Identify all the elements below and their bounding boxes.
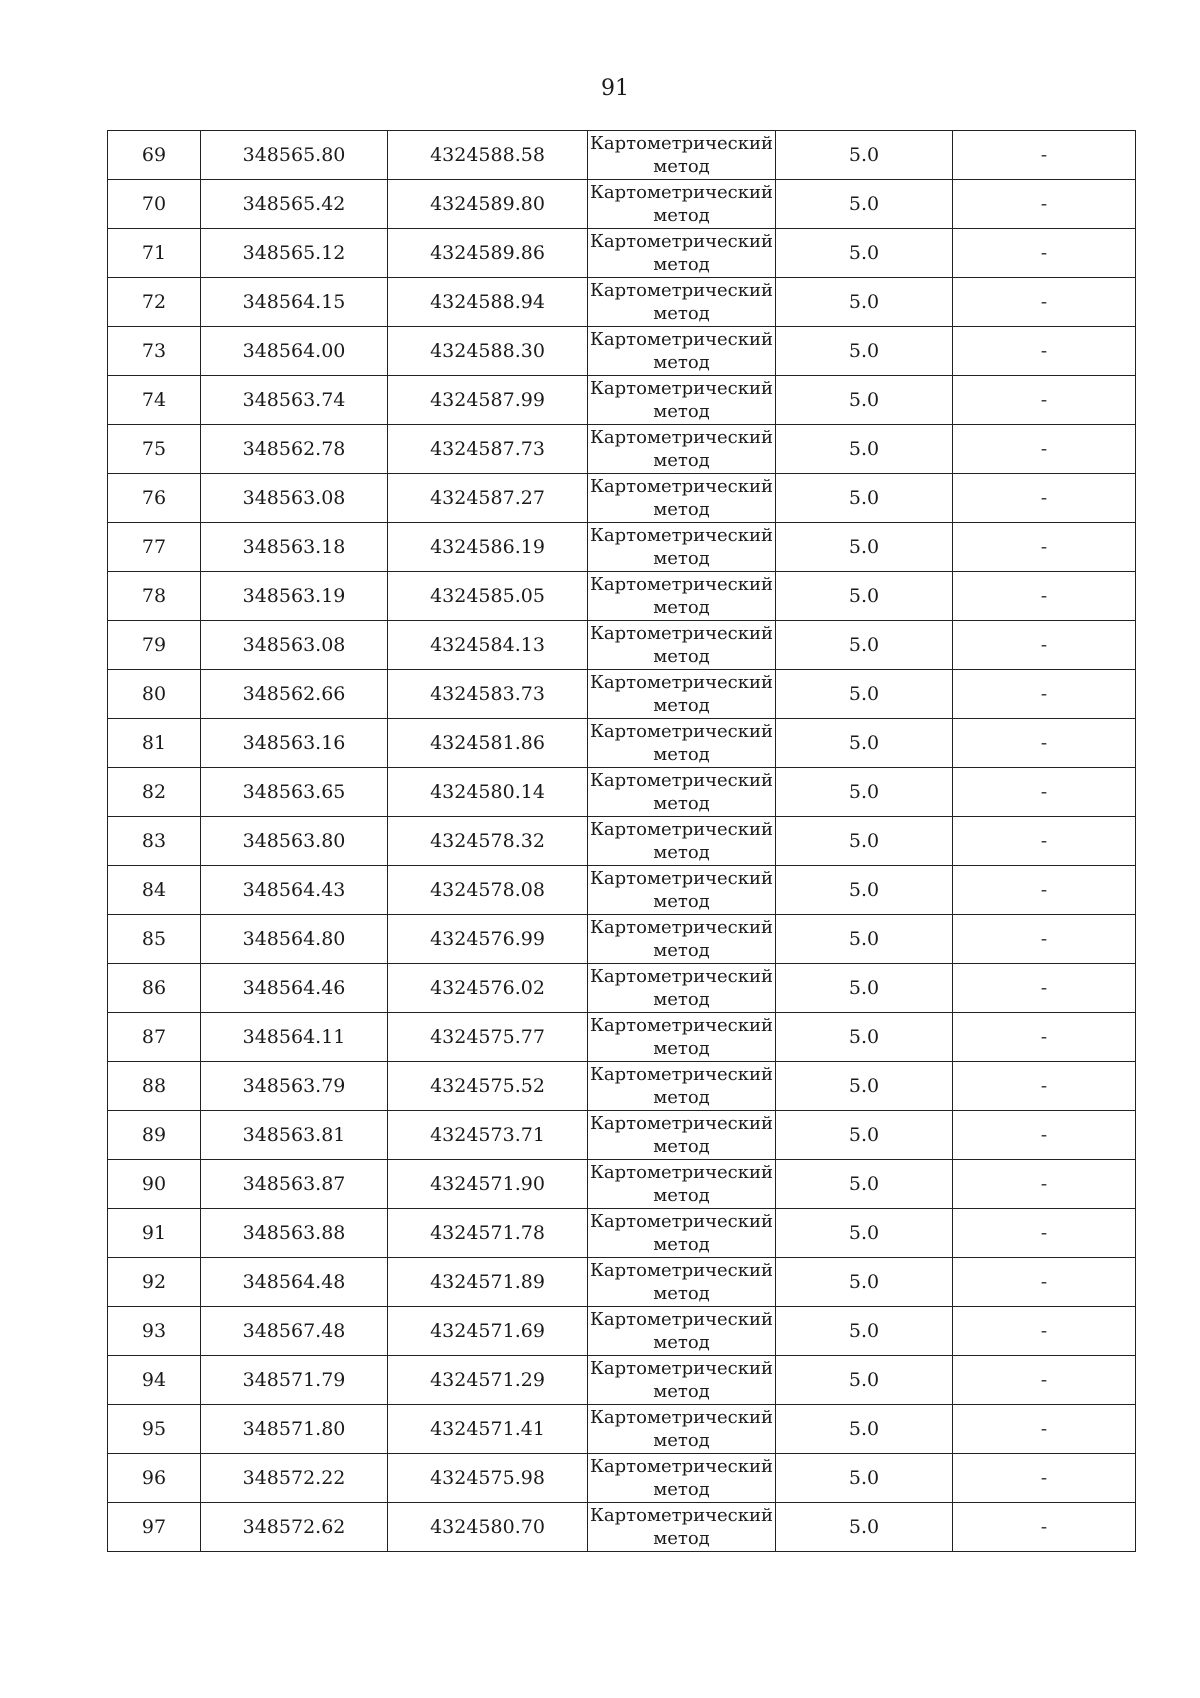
point-number-cell: 73 bbox=[108, 327, 201, 376]
method-line-1: Картометрический bbox=[590, 280, 773, 301]
point-number-cell: 86 bbox=[108, 964, 201, 1013]
method-line-1: Картометрический bbox=[590, 182, 773, 203]
table-row bbox=[108, 1307, 1136, 1356]
y-coordinate-cell: 4324571.89 bbox=[388, 1258, 588, 1307]
method-line-1: Картометрический bbox=[590, 1162, 773, 1183]
note-cell: - bbox=[953, 1111, 1136, 1160]
method-line-1: Картометрический bbox=[590, 1064, 773, 1085]
x-coordinate-cell: 348572.22 bbox=[201, 1454, 388, 1503]
method-line-2: метод bbox=[653, 156, 710, 177]
method-line-1: Картометрический bbox=[590, 133, 773, 154]
note-cell: - bbox=[953, 131, 1136, 180]
y-coordinate-cell: 4324588.30 bbox=[388, 327, 588, 376]
x-coordinate-cell: 348563.80 bbox=[201, 817, 388, 866]
x-coordinate-cell: 348564.48 bbox=[201, 1258, 388, 1307]
method-line-1: Картометрический bbox=[590, 574, 773, 595]
method-line-1: Картометрический bbox=[590, 1015, 773, 1036]
accuracy-cell: 5.0 bbox=[776, 817, 953, 866]
point-number-cell: 75 bbox=[108, 425, 201, 474]
method-line-2: метод bbox=[653, 1234, 710, 1255]
table-row bbox=[108, 621, 1136, 670]
point-number-cell: 77 bbox=[108, 523, 201, 572]
x-coordinate-cell: 348563.74 bbox=[201, 376, 388, 425]
point-number-cell: 85 bbox=[108, 915, 201, 964]
table-row bbox=[108, 474, 1136, 523]
y-coordinate-cell: 4324575.98 bbox=[388, 1454, 588, 1503]
method-line-2: метод bbox=[653, 744, 710, 765]
x-coordinate-cell: 348563.19 bbox=[201, 572, 388, 621]
accuracy-cell: 5.0 bbox=[776, 180, 953, 229]
x-coordinate-cell: 348571.80 bbox=[201, 1405, 388, 1454]
table-row bbox=[108, 131, 1136, 180]
method-cell bbox=[588, 817, 776, 866]
accuracy-cell: 5.0 bbox=[776, 670, 953, 719]
accuracy-cell: 5.0 bbox=[776, 719, 953, 768]
method-line-2: метод bbox=[653, 597, 710, 618]
table-row bbox=[108, 376, 1136, 425]
method-cell bbox=[588, 719, 776, 768]
method-line-2: метод bbox=[653, 303, 710, 324]
accuracy-cell: 5.0 bbox=[776, 523, 953, 572]
method-line-1: Картометрический bbox=[590, 378, 773, 399]
point-number-cell: 93 bbox=[108, 1307, 201, 1356]
method-line-1: Картометрический bbox=[590, 329, 773, 350]
y-coordinate-cell: 4324575.52 bbox=[388, 1062, 588, 1111]
x-coordinate-cell: 348565.80 bbox=[201, 131, 388, 180]
y-coordinate-cell: 4324586.19 bbox=[388, 523, 588, 572]
x-coordinate-cell: 348565.42 bbox=[201, 180, 388, 229]
table-row bbox=[108, 1013, 1136, 1062]
method-cell bbox=[588, 1307, 776, 1356]
method-cell bbox=[588, 523, 776, 572]
x-coordinate-cell: 348563.18 bbox=[201, 523, 388, 572]
accuracy-cell: 5.0 bbox=[776, 1013, 953, 1062]
accuracy-cell: 5.0 bbox=[776, 964, 953, 1013]
table-row bbox=[108, 964, 1136, 1013]
note-cell: - bbox=[953, 768, 1136, 817]
method-line-2: метод bbox=[653, 1528, 710, 1549]
table-row bbox=[108, 1258, 1136, 1307]
y-coordinate-cell: 4324580.70 bbox=[388, 1503, 588, 1552]
accuracy-cell: 5.0 bbox=[776, 1503, 953, 1552]
note-cell: - bbox=[953, 572, 1136, 621]
y-coordinate-cell: 4324576.02 bbox=[388, 964, 588, 1013]
x-coordinate-cell: 348564.80 bbox=[201, 915, 388, 964]
method-line-1: Картометрический bbox=[590, 476, 773, 497]
x-coordinate-cell: 348572.62 bbox=[201, 1503, 388, 1552]
note-cell: - bbox=[953, 670, 1136, 719]
x-coordinate-cell: 348563.87 bbox=[201, 1160, 388, 1209]
table-row bbox=[108, 1209, 1136, 1258]
accuracy-cell: 5.0 bbox=[776, 1209, 953, 1258]
method-cell bbox=[588, 670, 776, 719]
note-cell: - bbox=[953, 1209, 1136, 1258]
x-coordinate-cell: 348563.65 bbox=[201, 768, 388, 817]
table-row bbox=[108, 768, 1136, 817]
table-row bbox=[108, 278, 1136, 327]
page-number: 91 bbox=[601, 76, 629, 101]
table-row bbox=[108, 327, 1136, 376]
table-row bbox=[108, 1454, 1136, 1503]
point-number-cell: 95 bbox=[108, 1405, 201, 1454]
method-cell bbox=[588, 1062, 776, 1111]
accuracy-cell: 5.0 bbox=[776, 1258, 953, 1307]
note-cell: - bbox=[953, 523, 1136, 572]
method-cell bbox=[588, 425, 776, 474]
method-line-1: Картометрический bbox=[590, 1407, 773, 1428]
method-line-2: метод bbox=[653, 1038, 710, 1059]
point-number-cell: 78 bbox=[108, 572, 201, 621]
table-row bbox=[108, 523, 1136, 572]
y-coordinate-cell: 4324575.77 bbox=[388, 1013, 588, 1062]
accuracy-cell: 5.0 bbox=[776, 131, 953, 180]
point-number-cell: 72 bbox=[108, 278, 201, 327]
table-row bbox=[108, 229, 1136, 278]
point-number-cell: 71 bbox=[108, 229, 201, 278]
point-number-cell: 94 bbox=[108, 1356, 201, 1405]
method-cell bbox=[588, 278, 776, 327]
method-cell bbox=[588, 1111, 776, 1160]
method-line-2: метод bbox=[653, 646, 710, 667]
y-coordinate-cell: 4324585.05 bbox=[388, 572, 588, 621]
accuracy-cell: 5.0 bbox=[776, 474, 953, 523]
y-coordinate-cell: 4324573.71 bbox=[388, 1111, 588, 1160]
y-coordinate-cell: 4324587.99 bbox=[388, 376, 588, 425]
note-cell: - bbox=[953, 866, 1136, 915]
accuracy-cell: 5.0 bbox=[776, 1356, 953, 1405]
accuracy-cell: 5.0 bbox=[776, 572, 953, 621]
accuracy-cell: 5.0 bbox=[776, 1111, 953, 1160]
method-cell bbox=[588, 621, 776, 670]
method-line-1: Картометрический bbox=[590, 623, 773, 644]
note-cell: - bbox=[953, 1405, 1136, 1454]
y-coordinate-cell: 4324584.13 bbox=[388, 621, 588, 670]
note-cell: - bbox=[953, 376, 1136, 425]
note-cell: - bbox=[953, 425, 1136, 474]
y-coordinate-cell: 4324571.78 bbox=[388, 1209, 588, 1258]
accuracy-cell: 5.0 bbox=[776, 866, 953, 915]
method-line-2: метод bbox=[653, 842, 710, 863]
method-cell bbox=[588, 964, 776, 1013]
method-line-1: Картометрический bbox=[590, 868, 773, 889]
y-coordinate-cell: 4324576.99 bbox=[388, 915, 588, 964]
method-line-2: метод bbox=[653, 450, 710, 471]
method-cell bbox=[588, 1160, 776, 1209]
point-number-cell: 69 bbox=[108, 131, 201, 180]
method-cell bbox=[588, 1356, 776, 1405]
point-number-cell: 96 bbox=[108, 1454, 201, 1503]
method-cell bbox=[588, 1013, 776, 1062]
method-line-2: метод bbox=[653, 401, 710, 422]
method-line-1: Картометрический bbox=[590, 1358, 773, 1379]
note-cell: - bbox=[953, 1356, 1136, 1405]
y-coordinate-cell: 4324571.29 bbox=[388, 1356, 588, 1405]
method-line-2: метод bbox=[653, 499, 710, 520]
method-line-1: Картометрический bbox=[590, 770, 773, 791]
accuracy-cell: 5.0 bbox=[776, 621, 953, 670]
method-line-1: Картометрический bbox=[590, 966, 773, 987]
point-number-cell: 82 bbox=[108, 768, 201, 817]
note-cell: - bbox=[953, 474, 1136, 523]
point-number-cell: 76 bbox=[108, 474, 201, 523]
note-cell: - bbox=[953, 1258, 1136, 1307]
y-coordinate-cell: 4324578.08 bbox=[388, 866, 588, 915]
table-row bbox=[108, 425, 1136, 474]
method-cell bbox=[588, 572, 776, 621]
x-coordinate-cell: 348564.00 bbox=[201, 327, 388, 376]
point-number-cell: 74 bbox=[108, 376, 201, 425]
method-line-1: Картометрический bbox=[590, 525, 773, 546]
method-line-2: метод bbox=[653, 989, 710, 1010]
point-number-cell: 97 bbox=[108, 1503, 201, 1552]
method-line-1: Картометрический bbox=[590, 819, 773, 840]
note-cell: - bbox=[953, 719, 1136, 768]
x-coordinate-cell: 348563.79 bbox=[201, 1062, 388, 1111]
note-cell: - bbox=[953, 817, 1136, 866]
x-coordinate-cell: 348562.66 bbox=[201, 670, 388, 719]
y-coordinate-cell: 4324578.32 bbox=[388, 817, 588, 866]
method-line-2: метод bbox=[653, 1185, 710, 1206]
note-cell: - bbox=[953, 1454, 1136, 1503]
note-cell: - bbox=[953, 180, 1136, 229]
y-coordinate-cell: 4324587.73 bbox=[388, 425, 588, 474]
table-row bbox=[108, 572, 1136, 621]
coordinates-table bbox=[107, 130, 1136, 1552]
method-line-2: метод bbox=[653, 548, 710, 569]
method-line-1: Картометрический bbox=[590, 1211, 773, 1232]
y-coordinate-cell: 4324589.86 bbox=[388, 229, 588, 278]
accuracy-cell: 5.0 bbox=[776, 327, 953, 376]
method-line-1: Картометрический bbox=[590, 427, 773, 448]
accuracy-cell: 5.0 bbox=[776, 915, 953, 964]
method-line-2: метод bbox=[653, 793, 710, 814]
note-cell: - bbox=[953, 1160, 1136, 1209]
point-number-cell: 91 bbox=[108, 1209, 201, 1258]
accuracy-cell: 5.0 bbox=[776, 1062, 953, 1111]
method-cell bbox=[588, 1209, 776, 1258]
x-coordinate-cell: 348563.16 bbox=[201, 719, 388, 768]
method-cell bbox=[588, 768, 776, 817]
method-line-1: Картометрический bbox=[590, 1260, 773, 1281]
method-line-2: метод bbox=[653, 254, 710, 275]
method-cell bbox=[588, 180, 776, 229]
x-coordinate-cell: 348564.15 bbox=[201, 278, 388, 327]
method-line-2: метод bbox=[653, 1332, 710, 1353]
point-number-cell: 70 bbox=[108, 180, 201, 229]
table-row bbox=[108, 1503, 1136, 1552]
method-line-2: метод bbox=[653, 1430, 710, 1451]
accuracy-cell: 5.0 bbox=[776, 1307, 953, 1356]
x-coordinate-cell: 348563.08 bbox=[201, 621, 388, 670]
table-row bbox=[108, 180, 1136, 229]
point-number-cell: 79 bbox=[108, 621, 201, 670]
method-cell bbox=[588, 327, 776, 376]
method-line-2: метод bbox=[653, 891, 710, 912]
x-coordinate-cell: 348562.78 bbox=[201, 425, 388, 474]
note-cell: - bbox=[953, 327, 1136, 376]
y-coordinate-cell: 4324589.80 bbox=[388, 180, 588, 229]
table-row bbox=[108, 1405, 1136, 1454]
y-coordinate-cell: 4324583.73 bbox=[388, 670, 588, 719]
method-line-2: метод bbox=[653, 1283, 710, 1304]
accuracy-cell: 5.0 bbox=[776, 278, 953, 327]
point-number-cell: 89 bbox=[108, 1111, 201, 1160]
accuracy-cell: 5.0 bbox=[776, 1454, 953, 1503]
note-cell: - bbox=[953, 621, 1136, 670]
table-row bbox=[108, 670, 1136, 719]
method-line-1: Картометрический bbox=[590, 721, 773, 742]
y-coordinate-cell: 4324571.41 bbox=[388, 1405, 588, 1454]
method-cell bbox=[588, 376, 776, 425]
method-line-1: Картометрический bbox=[590, 1456, 773, 1477]
table-row bbox=[108, 817, 1136, 866]
accuracy-cell: 5.0 bbox=[776, 229, 953, 278]
method-line-1: Картометрический bbox=[590, 1113, 773, 1134]
point-number-cell: 92 bbox=[108, 1258, 201, 1307]
point-number-cell: 80 bbox=[108, 670, 201, 719]
point-number-cell: 90 bbox=[108, 1160, 201, 1209]
y-coordinate-cell: 4324571.69 bbox=[388, 1307, 588, 1356]
note-cell: - bbox=[953, 229, 1136, 278]
method-line-2: метод bbox=[653, 695, 710, 716]
point-number-cell: 84 bbox=[108, 866, 201, 915]
x-coordinate-cell: 348564.11 bbox=[201, 1013, 388, 1062]
coordinates-table-body bbox=[108, 131, 1136, 1552]
note-cell: - bbox=[953, 278, 1136, 327]
accuracy-cell: 5.0 bbox=[776, 768, 953, 817]
accuracy-cell: 5.0 bbox=[776, 425, 953, 474]
point-number-cell: 81 bbox=[108, 719, 201, 768]
note-cell: - bbox=[953, 1062, 1136, 1111]
method-cell bbox=[588, 474, 776, 523]
method-line-1: Картометрический bbox=[590, 231, 773, 252]
x-coordinate-cell: 348571.79 bbox=[201, 1356, 388, 1405]
point-number-cell: 88 bbox=[108, 1062, 201, 1111]
method-line-2: метод bbox=[653, 1381, 710, 1402]
table-row bbox=[108, 1062, 1136, 1111]
y-coordinate-cell: 4324588.94 bbox=[388, 278, 588, 327]
y-coordinate-cell: 4324587.27 bbox=[388, 474, 588, 523]
note-cell: - bbox=[953, 915, 1136, 964]
x-coordinate-cell: 348567.48 bbox=[201, 1307, 388, 1356]
accuracy-cell: 5.0 bbox=[776, 376, 953, 425]
point-number-cell: 83 bbox=[108, 817, 201, 866]
x-coordinate-cell: 348564.43 bbox=[201, 866, 388, 915]
method-line-1: Картометрический bbox=[590, 1309, 773, 1330]
x-coordinate-cell: 348563.88 bbox=[201, 1209, 388, 1258]
accuracy-cell: 5.0 bbox=[776, 1405, 953, 1454]
point-number-cell: 87 bbox=[108, 1013, 201, 1062]
method-line-2: метод bbox=[653, 1479, 710, 1500]
method-line-2: метод bbox=[653, 1087, 710, 1108]
y-coordinate-cell: 4324588.58 bbox=[388, 131, 588, 180]
table-row bbox=[108, 915, 1136, 964]
method-cell bbox=[588, 866, 776, 915]
method-cell bbox=[588, 229, 776, 278]
method-cell bbox=[588, 1454, 776, 1503]
table-row bbox=[108, 866, 1136, 915]
method-line-2: метод bbox=[653, 940, 710, 961]
method-line-1: Картометрический bbox=[590, 1505, 773, 1526]
table-row bbox=[108, 1160, 1136, 1209]
method-cell bbox=[588, 1503, 776, 1552]
method-cell bbox=[588, 1258, 776, 1307]
method-cell bbox=[588, 915, 776, 964]
method-line-1: Картометрический bbox=[590, 917, 773, 938]
accuracy-cell: 5.0 bbox=[776, 1160, 953, 1209]
note-cell: - bbox=[953, 1307, 1136, 1356]
x-coordinate-cell: 348563.81 bbox=[201, 1111, 388, 1160]
y-coordinate-cell: 4324581.86 bbox=[388, 719, 588, 768]
table-row bbox=[108, 1111, 1136, 1160]
x-coordinate-cell: 348564.46 bbox=[201, 964, 388, 1013]
method-line-2: метод bbox=[653, 205, 710, 226]
method-line-2: метод bbox=[653, 352, 710, 373]
x-coordinate-cell: 348565.12 bbox=[201, 229, 388, 278]
note-cell: - bbox=[953, 1503, 1136, 1552]
note-cell: - bbox=[953, 964, 1136, 1013]
table-row bbox=[108, 719, 1136, 768]
method-line-1: Картометрический bbox=[590, 672, 773, 693]
note-cell: - bbox=[953, 1013, 1136, 1062]
method-cell bbox=[588, 1405, 776, 1454]
table-row bbox=[108, 1356, 1136, 1405]
method-cell bbox=[588, 131, 776, 180]
method-line-2: метод bbox=[653, 1136, 710, 1157]
y-coordinate-cell: 4324580.14 bbox=[388, 768, 588, 817]
x-coordinate-cell: 348563.08 bbox=[201, 474, 388, 523]
y-coordinate-cell: 4324571.90 bbox=[388, 1160, 588, 1209]
